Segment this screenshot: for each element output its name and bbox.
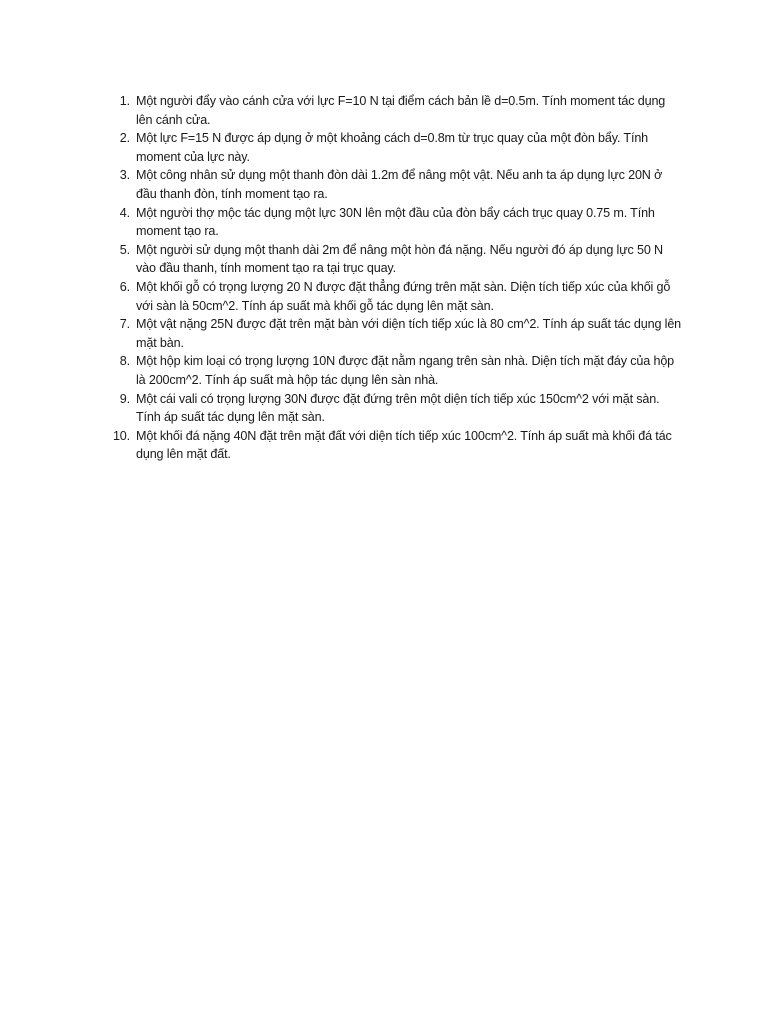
problem-text: Một công nhân sử dụng một thanh đòn dài 1.2m để nâng một vật. Nếu anh ta áp dụng lực 20N ở đầu thanh đòn, tính moment tạo ra.	[136, 168, 663, 201]
problem-item-1	[104, 92, 684, 129]
problem-text: Một khối gỗ có trọng lượng 20 N được đặt thẳng đứng trên mặt sàn. Diện tích tiếp xúc của khối gỗ với sàn là 50cm^2. Tính áp suất mà khối gỗ tác dụng lên mặt sàn.	[136, 279, 671, 313]
problem-item-2	[104, 129, 684, 166]
problem-number: 7.	[119, 317, 130, 332]
problem-list	[104, 92, 684, 464]
problem-number: 1.	[119, 94, 130, 108]
problem-text: Một người sử dụng một thanh dài 2m để nâng một hòn đá nặng. Nếu người đó áp dụng lực 50 N vào đầu thanh, tính moment tạo ra tại trục quay.	[136, 242, 663, 276]
problem-text: Một hộp kim loại có trọng lượng 10N được đặt nằm ngang trên sàn nhà. Diện tích mặt đáy của hộp là 200cm^2. Tính áp suất mà hộp tác dụng lên sàn nhà.	[136, 354, 675, 387]
problem-item-8	[104, 352, 684, 389]
problem-item-7	[104, 315, 684, 352]
problem-number: 3.	[119, 168, 130, 183]
problem-text: Một người thợ mộc tác dụng một lực 30N lên một đầu của đòn bẩy cách trục quay 0.75 m. Tính moment tạo ra.	[136, 205, 655, 239]
problem-text: Một vật nặng 25N được đặt trên mặt bàn với diện tích tiếp xúc là 80 cm^2. Tính áp suất tác dụng lên mặt bàn.	[136, 317, 682, 350]
problem-number: 6.	[119, 279, 130, 294]
problem-number: 2.	[119, 131, 130, 146]
problem-item-4	[104, 204, 684, 241]
problem-text: Một cái vali có trọng lượng 30N được đặt đứng trên một diện tích tiếp xúc 150cm^2 với mặt sàn. Tính áp suất tác dụng lên mặt sàn.	[136, 391, 660, 425]
problem-number: 10.	[112, 428, 130, 443]
problem-text: Một khối đá nặng 40N đặt trên mặt đất với diện tích tiếp xúc 100cm^2. Tính áp suất mà khối đá tác dụng lên mặt đất.	[136, 428, 672, 462]
problem-item-9	[104, 390, 684, 427]
problem-number: 4.	[119, 205, 130, 220]
problem-number: 8.	[119, 354, 130, 369]
problem-text: Một lực F=15 N được áp dụng ở một khoảng cách d=0.8m từ trục quay của một đòn bẩy. Tính moment của lực này.	[136, 131, 649, 164]
problem-item-10	[104, 427, 684, 464]
problem-item-3	[104, 166, 684, 203]
problem-number: 9.	[119, 391, 130, 406]
problem-number: 5.	[119, 242, 130, 257]
problem-item-6	[104, 278, 684, 315]
problem-item-5	[104, 241, 684, 278]
problem-text: Một người đẩy vào cánh cửa với lực F=10 N tại điểm cách bản lề d=0.5m. Tính moment tác dụng lên cánh cửa.	[136, 94, 666, 127]
